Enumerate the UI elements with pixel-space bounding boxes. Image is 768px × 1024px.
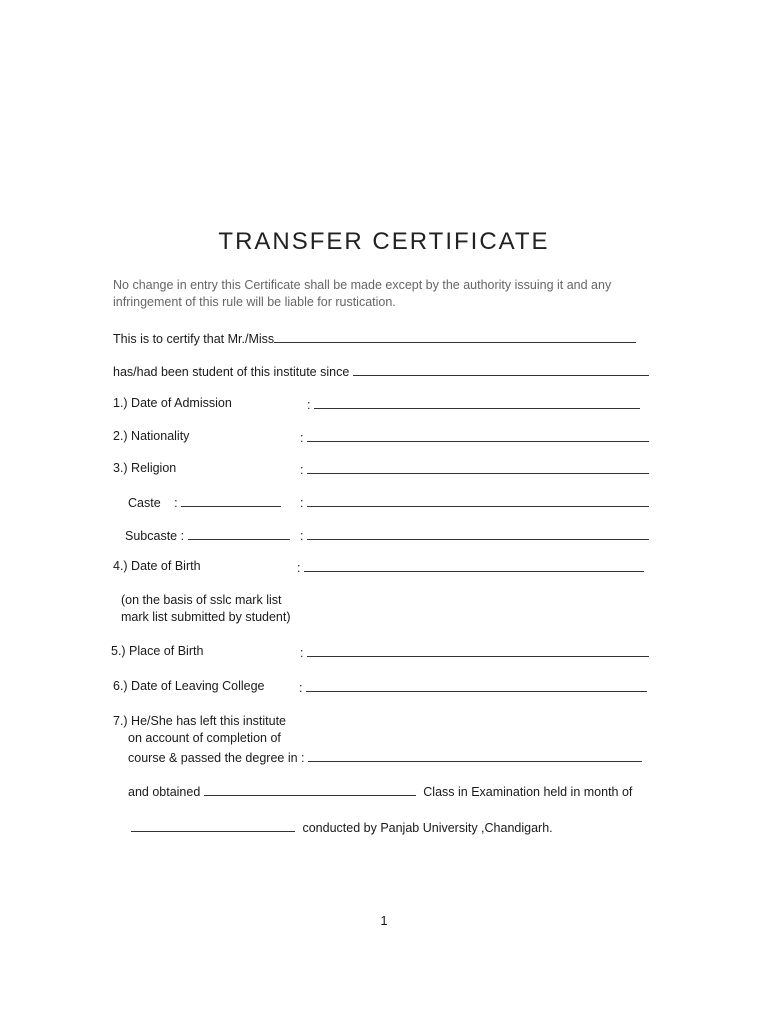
caste-row-left (128, 494, 281, 510)
rustication-note: No change in entry this Certificate shall be made except by the authority issuing it and any infringement of this rule will be liable for rustication. (113, 278, 612, 309)
subcaste-colon: : (300, 529, 304, 543)
page-number: 1 (380, 913, 388, 928)
conducted-row (131, 819, 553, 835)
student-since-blank[interactable] (353, 363, 649, 376)
degree-blank[interactable] (308, 749, 642, 762)
pob-row (300, 644, 649, 660)
admission-colon: : (307, 398, 311, 412)
admission-blank[interactable] (314, 396, 640, 409)
dob-note-1: (on the basis of sslc mark list (121, 593, 282, 607)
nationality-colon: : (300, 431, 304, 445)
pob-blank[interactable] (307, 644, 649, 657)
degree-colon: : (301, 751, 305, 765)
nationality-label: 2.) Nationality (113, 429, 190, 443)
religion-blank[interactable] (307, 461, 649, 474)
subcaste-row-left (125, 527, 290, 543)
caste-label: Caste (128, 496, 161, 510)
class-exam-label: Class in Examination held in month of (423, 785, 633, 799)
leaving-blank[interactable] (306, 679, 647, 692)
dob-note-2: mark list submitted by student) (121, 610, 291, 624)
obtained-row (128, 783, 632, 799)
left-line-2: on account of completion of (128, 731, 281, 745)
left-line-3: course & passed the degree in (128, 751, 298, 765)
caste-short-blank[interactable] (181, 494, 281, 507)
religion-colon: : (300, 463, 304, 477)
dob-colon: : (297, 561, 301, 575)
subcaste-label: Subcaste : (125, 529, 185, 543)
caste-blank[interactable] (307, 494, 649, 507)
page-title: TRANSFER CERTIFICATE (218, 228, 550, 255)
leaving-row (299, 679, 647, 695)
left-line-1: 7.) He/She has left this institute (113, 714, 287, 728)
certify-row (113, 330, 636, 346)
obtained-label: and obtained (128, 785, 201, 799)
leaving-label: 6.) Date of Leaving College (113, 679, 265, 693)
student-since-label: has/had been student of this institute since (113, 365, 350, 379)
certify-label: This is to certify that Mr./Miss (113, 332, 275, 346)
dob-label: 4.) Date of Birth (113, 559, 201, 573)
pob-colon: : (300, 646, 304, 660)
caste-row (300, 494, 649, 510)
caste-colon-1: : (174, 496, 178, 510)
degree-row (128, 749, 642, 765)
student-since-row (113, 363, 649, 379)
subcaste-short-blank[interactable] (188, 527, 290, 540)
religion-label: 3.) Religion (113, 461, 177, 475)
obtained-class-blank[interactable] (204, 783, 416, 796)
nationality-blank[interactable] (307, 429, 649, 442)
month-blank[interactable] (131, 819, 295, 832)
dob-row (297, 559, 644, 575)
caste-colon-2: : (300, 496, 304, 510)
admission-label: 1.) Date of Admission (113, 396, 232, 410)
subcaste-row (300, 527, 649, 543)
pob-label: 5.) Place of Birth (111, 644, 204, 658)
student-name-blank[interactable] (274, 330, 636, 343)
subcaste-blank[interactable] (307, 527, 649, 540)
admission-row (307, 396, 640, 412)
nationality-row (300, 429, 649, 445)
conducted-label: conducted by Panjab University ,Chandigarh. (302, 821, 553, 835)
dob-blank[interactable] (304, 559, 644, 572)
leaving-colon: : (299, 681, 303, 695)
religion-row (300, 461, 649, 477)
